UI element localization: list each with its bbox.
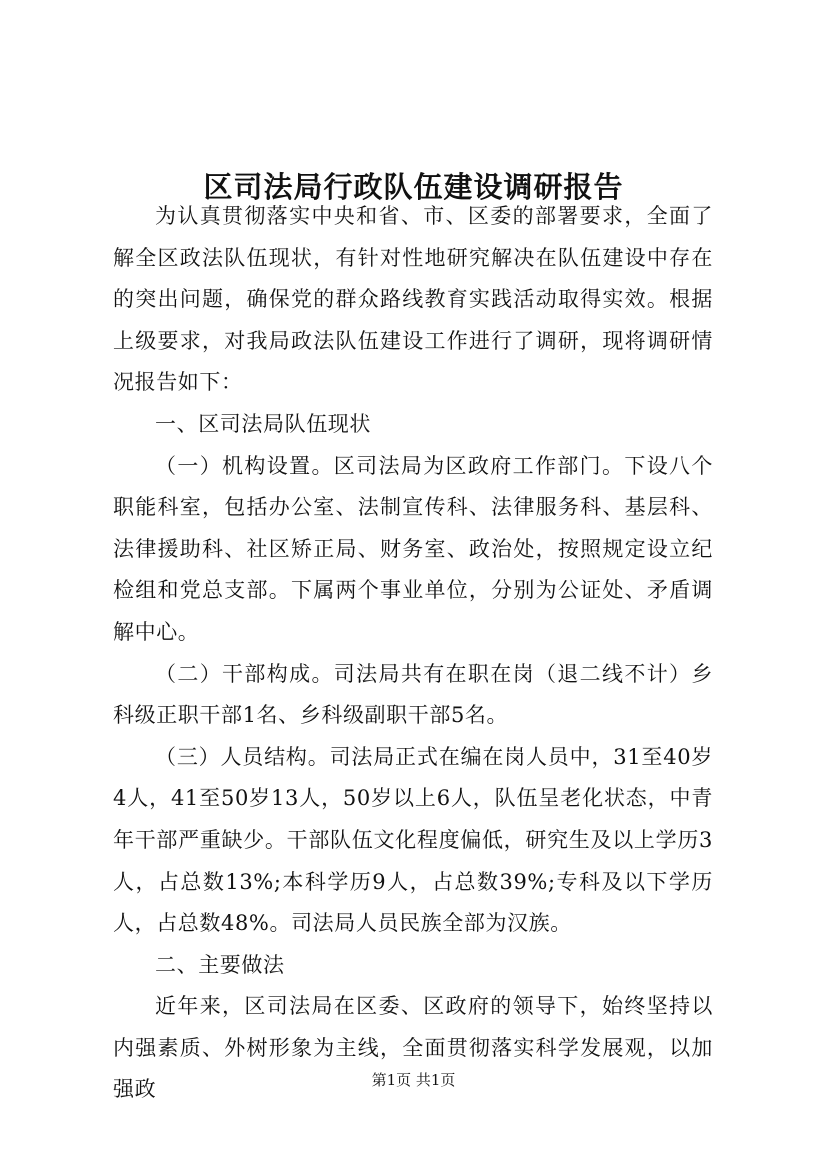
paragraph-main-practices: 近年来，区司法局在区委、区政府的领导下，始终坚持以内强素质、外树形象为主线，全面贯彻落实科学发展观，以加强政 <box>113 994 713 1102</box>
section-heading-1: 一、区司法局队伍现状 <box>155 411 371 436</box>
document-body <box>113 196 713 1111</box>
paragraph-personnel-structure: （三）人员结构。司法局正式在编在岗人员中，31至40岁4人，41至50岁13人，50岁以上6人，队伍呈老化状态，中青年干部严重缺少。干部队伍文化程度偏低，研究生及以上学历3人，占总数13%;本科学历9人，占总数39%;专科及以下学历人，占总数48%。司法局人员民族全部为汉族。 <box>113 744 713 936</box>
section-heading-2: 二、主要做法 <box>155 952 285 977</box>
paragraph-organization: （一）机构设置。区司法局为区政府工作部门。下设八个职能科室，包括办公室、法制宣传科、法律服务科、基层科、法律援助科、社区矫正局、财务室、政治处，按照规定设立纪检组和党总支部。下属两个事业单位，分别为公证处、矛盾调解中心。 <box>113 453 713 644</box>
paragraph-intro: 为认真贯彻落实中央和省、市、区委的部署要求，全面了解全区政法队伍现状，有针对性地研究解决在队伍建设中存在的突出问题，确保党的群众路线教育实践活动取得实效。根据上级要求，对我局政法队伍建设工作进行了调研，现将调研情况报告如下： <box>113 204 713 395</box>
paragraph-cadre-composition: （二）干部构成。司法局共有在职在岗（退二线不计）乡科级正职干部1名、乡科级副职干部5名。 <box>113 661 713 728</box>
document-title: 区司法局行政队伍建设调研报告 <box>203 170 624 205</box>
page-footer: 第1页 共1页 <box>371 1071 456 1089</box>
